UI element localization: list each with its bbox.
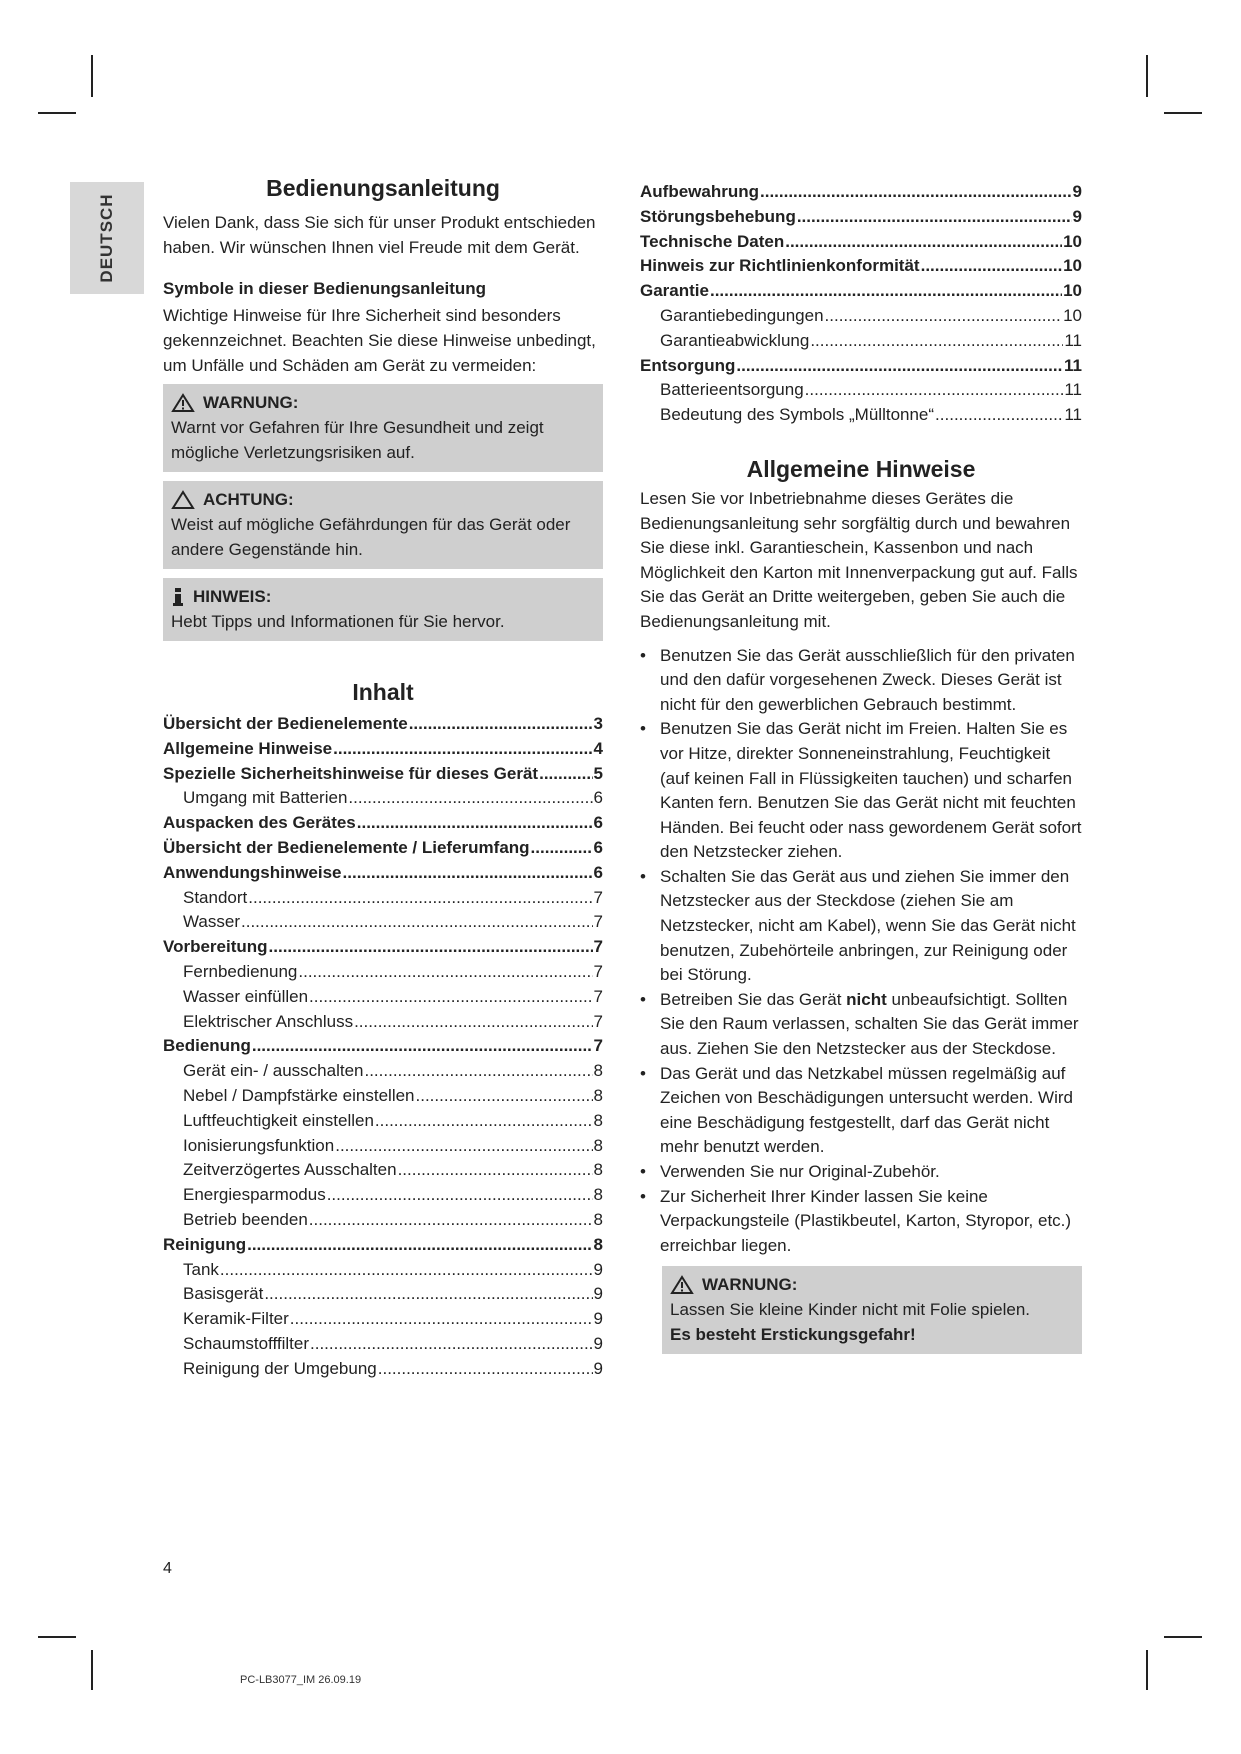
toc-entry[interactable] [640,279,1082,304]
toc-entry-page: 8 [593,1110,603,1130]
crop-mark [91,55,93,97]
intro-text: Vielen Dank, dass Sie sich für unser Produkt entschieden haben. Wir wünschen Ihnen viel Freude mit dem Gerät. [163,213,596,257]
toc-leader-dots [398,1158,593,1183]
toc-entry[interactable] [640,378,1082,403]
toc-entry-page: 7 [593,961,603,981]
warning-text: Lassen Sie kleine Kinder nicht mit Folie spielen. [670,1300,1031,1320]
toc-entry-label: Auspacken des Gerätes [163,813,356,833]
toc-entry-label: Übersicht der Bedienelemente [163,714,408,733]
table-of-contents-continued [640,180,1082,428]
crop-mark [1146,55,1148,97]
info-icon [171,587,185,607]
toc-entry[interactable] [640,230,1082,255]
toc-entry[interactable] [163,737,603,762]
footer-code: PC-LB3077_IM 26.09.19 [240,1674,362,1686]
toc-entry[interactable] [640,403,1082,428]
toc-entry-label: Wasser [183,912,240,932]
toc-entry-label: Elektrischer Anschluss [183,1011,354,1031]
toc-leader-dots [327,1183,593,1208]
toc-entry[interactable] [640,254,1082,279]
toc-entry[interactable] [163,762,603,787]
toc-entry[interactable] [163,836,603,861]
toc-entry[interactable] [163,786,603,811]
toc-entry-page: 9 [593,1358,603,1378]
toc-leader-dots [343,861,593,886]
list-item [640,988,1082,1062]
toc-entry-page: 11 [1064,405,1082,425]
toc-entry-page: 7 [593,912,603,932]
list-item-text: unbeaufsichtigt. Sollten Sie den Raum verlassen, schalten Sie das Gerät immer aus. Ziehen Sie den Netzstecker aus der Steckdose. [660,989,1079,1059]
toc-entry-label: Tank [183,1259,219,1279]
toc-entry-label: Wasser einfüllen [183,986,309,1006]
warning-title: WARNUNG: [702,1275,798,1295]
toc-entry-label: Luftfeuchtigkeit einstellen [183,1110,374,1130]
toc-entry-page: 7 [593,887,603,907]
toc-leader-dots [797,205,1072,230]
toc-entry[interactable] [163,861,603,886]
toc-leader-dots [785,230,1062,255]
warning-text: Warnt vor Gefahren für Ihre Gesundheit und zeigt mögliche Verletzungsrisiken auf. [171,418,544,462]
toc-leader-dots [309,1208,593,1233]
toc-entry-page: 8 [593,1160,603,1180]
toc-leader-dots [335,1134,592,1159]
toc-entry-page: 6 [593,813,603,833]
warning-triangle-icon [171,393,195,413]
list-item: • Das Gerät und das Netzkabel müssen regelmäßig auf Zeichen von Beschädigungen untersucht werden. Wird eine Beschädigung festgestellt, darf das Gerät nicht mehr benutzt werden. [640,1062,1082,1160]
toc-entry-label: Basisgerät [183,1284,264,1304]
toc-entry[interactable] [163,1307,603,1332]
toc-entry[interactable] [163,1183,603,1208]
toc-entry-page: 9 [1072,206,1082,226]
toc-entry[interactable] [163,910,603,935]
caution-box [163,481,603,569]
toc-entry-page: 7 [593,937,603,957]
toc-entry-label: Reinigung der Umgebung [183,1358,377,1378]
toc-leader-dots [333,737,592,762]
language-tab-label: DEUTSCH [97,193,116,283]
toc-leader-dots [220,1258,593,1283]
toc-entry[interactable] [163,712,603,737]
toc-entry-page: 11 [1064,330,1082,350]
toc-leader-dots [810,329,1063,354]
toc-entry-page: 8 [593,1085,603,1105]
toc-entry-page: 6 [593,837,603,857]
toc-entry-page: 3 [593,714,603,733]
note-title: HINWEIS: [193,587,272,606]
toc-entry[interactable] [163,1010,603,1035]
toc-entry-page: 7 [593,1011,603,1031]
warning-box-children [662,1266,1082,1354]
toc-entry-page: 10 [1063,231,1082,251]
toc-entry-page: 9 [1072,182,1082,201]
crop-mark [1146,1650,1148,1690]
toc-leader-dots [710,279,1062,304]
toc-entry[interactable] [640,354,1082,379]
toc-entry-page: 8 [593,1234,603,1254]
toc-entry-label: Garantiebedingungen [660,305,824,325]
toc-leader-dots [935,403,1063,428]
crop-mark [91,1650,93,1690]
toc-entry-label: Fernbedienung [183,961,298,981]
general-notes-title: Allgemeine Hinweise [746,455,976,482]
toc-leader-dots [264,1282,592,1307]
warning-triangle-icon [670,1275,694,1295]
toc-entry[interactable] [163,811,603,836]
crop-mark [38,112,76,114]
toc-entry[interactable] [163,886,603,911]
toc-entry-label: Anwendungshinweise [163,862,342,882]
toc-entry-label: Batterieentsorgung [660,380,804,400]
toc-entry-label: Aufbewahrung [640,182,759,201]
toc-entry[interactable] [163,1109,603,1134]
toc-entry-label: Schaumstofffilter [183,1333,309,1353]
table-of-contents [163,712,603,1382]
toc-entry-page: 6 [593,862,603,882]
toc-entry-label: Bedeutung des Symbols „Mülltonne“ [660,405,935,425]
toc-entry[interactable] [163,1158,603,1183]
toc-entry-label: Allgemeine Hinweise [163,738,333,758]
toc-entry-page: 10 [1063,256,1082,276]
toc-entry[interactable] [163,1258,603,1283]
toc-entry-page: 8 [593,1135,603,1155]
symbols-heading: Symbole in dieser Bedienungsanleitung [163,279,487,298]
toc-entry[interactable] [163,1357,603,1382]
page-number: 4 [163,1560,172,1577]
warning-title: WARNUNG: [203,393,299,412]
toc-leader-dots [378,1357,593,1382]
toc-leader-dots [248,886,592,911]
toc-entry-label: Keramik-Filter [183,1309,289,1329]
toc-entry-label: Bedienung [163,1036,251,1056]
toc-leader-dots [241,910,593,935]
toc-entry[interactable] [163,1282,603,1307]
toc-leader-dots [375,1109,593,1134]
toc-entry-label: Standort [183,887,248,907]
note-box [163,578,603,641]
toc-entry[interactable] [640,329,1082,354]
toc-leader-dots [539,762,592,787]
list-item-text: Betreiben Sie das Gerät [660,989,847,1009]
toc-leader-dots [348,786,592,811]
list-item: • Benutzen Sie das Gerät nicht im Freien. Halten Sie es vor Hitze, direkter Sonneneinstrahlung, Feuchtigkeit (auf keinen Fall in Flüssigkeiten tauchen) und scharfen Kanten fern. Benutzen Sie das Gerät nicht mit feuchten Händen. Bei feucht oder nass gewordenem Gerät sofort den Netzstecker ziehen. [640,717,1082,865]
toc-entry-page: 8 [593,1185,603,1205]
toc-leader-dots [409,712,593,737]
toc-leader-dots [354,1010,592,1035]
toc-entry-label: Zeitverzögertes Ausschalten [183,1160,397,1180]
toc-entry-page: 10 [1063,305,1082,325]
toc-entry-page: 4 [593,738,603,758]
caution-title: ACHTUNG: [203,490,294,509]
toc-leader-dots [531,836,593,861]
toc-entry-label: Garantieabwicklung [660,330,810,350]
toc-entry-page: 7 [593,1036,603,1056]
toc-entry-label: Umgang mit Batterien [183,788,348,808]
toc-entry-page: 9 [593,1309,603,1329]
toc-entry-label: Entsorgung [640,355,736,375]
toc-entry-page: 9 [593,1333,603,1353]
symbols-text: Wichtige Hinweise für Ihre Sicherheit sind besonders gekennzeichnet. Beachten Sie diese Hinweise unbedingt, um Unfälle und Schäden am Gerät zu vermeiden: [163,306,596,375]
toc-leader-dots [736,354,1063,379]
toc-entry-label: Betrieb beenden [183,1209,308,1229]
toc-entry-label: Gerät ein- / ausschalten [183,1061,364,1081]
general-notes-intro: Lesen Sie vor Inbetriebnahme dieses Gerätes die Bedienungsanleitung sehr sorgfältig durch und bewahren Sie diese inkl. Garantieschein, Kassenbon und nach Möglichkeit den Karton mit Innenverpackung gut auf. Falls Sie das Gerät an Dritte weitergeben, geben Sie auch die Bedienungsanleitung mit. [640,488,1078,631]
crop-mark [1164,1636,1202,1638]
toc-title: Inhalt [352,679,414,705]
toc-entry-label: Technische Daten [640,231,785,251]
toc-leader-dots [364,1059,592,1084]
caution-text: Weist auf mögliche Gefährdungen für das Gerät oder andere Gegenstände hin. [171,515,571,559]
toc-entry-page: 5 [593,763,603,783]
toc-entry[interactable] [163,960,603,985]
toc-entry[interactable] [163,1332,603,1357]
toc-entry[interactable] [163,935,603,960]
list-item: • Zur Sicherheit Ihrer Kinder lassen Sie keine Verpackungsteile (Plastikbeutel, Karton, Styropor, etc.) erreichbar liegen. [640,1185,1082,1259]
toc-entry[interactable] [163,1208,603,1233]
toc-leader-dots [252,1034,593,1059]
toc-leader-dots [309,985,592,1010]
toc-entry[interactable] [163,1134,603,1159]
toc-leader-dots [921,254,1062,279]
toc-entry-page: 10 [1063,281,1082,301]
toc-entry-label: Spezielle Sicherheitshinweise für dieses Gerät [163,763,539,783]
toc-entry[interactable] [163,985,603,1010]
list-item-emphasis: nicht [846,989,887,1009]
toc-entry-page: 8 [593,1061,603,1081]
toc-leader-dots [269,935,593,960]
toc-entry-page: 11 [1064,380,1082,400]
toc-entry[interactable] [163,1084,603,1109]
caution-triangle-icon [171,490,195,510]
toc-entry[interactable] [163,1034,603,1059]
toc-entry[interactable] [640,205,1082,230]
toc-entry[interactable] [640,180,1082,205]
toc-entry-label: Übersicht der Bedienelemente / Lieferumfang [163,837,530,857]
warning-box [163,384,603,472]
toc-leader-dots [298,960,592,985]
toc-leader-dots [247,1233,592,1258]
note-text: Hebt Tipps und Informationen für Sie hervor. [171,612,505,631]
toc-leader-dots [416,1084,593,1109]
toc-leader-dots [825,304,1063,329]
crop-mark [38,1636,76,1638]
toc-leader-dots [760,180,1072,205]
toc-leader-dots [290,1307,593,1332]
safety-list [640,644,1082,1259]
toc-entry[interactable] [163,1059,603,1084]
toc-entry-page: 11 [1064,355,1082,375]
toc-entry-page: 9 [593,1259,603,1279]
toc-leader-dots [357,811,593,836]
manual-title: Bedienungsanleitung [266,175,500,201]
toc-entry-label: Energiesparmodus [183,1185,326,1205]
toc-entry-label: Hinweis zur Richtlinienkonformität [640,256,920,276]
toc-entry[interactable] [640,304,1082,329]
toc-entry-page: 6 [593,788,603,808]
toc-entry-label: Reinigung [163,1234,247,1254]
left-column [163,175,603,1382]
toc-entry-page: 7 [593,986,603,1006]
toc-entry-label: Störungsbehebung [640,206,796,226]
crop-mark [1164,112,1202,114]
warning-emphasis: Es besteht Erstickungsgefahr! [670,1325,916,1345]
toc-entry-label: Vorbereitung [163,937,268,957]
right-column [640,180,1082,1363]
toc-entry-label: Nebel / Dampfstärke einstellen [183,1085,415,1105]
list-item: • Benutzen Sie das Gerät ausschließlich für den privaten und den dafür vorgesehenen Zweck. Dieses Gerät ist nicht für den gewerblichen Gebrauch bestimmt. [640,644,1082,718]
list-item: • Verwenden Sie nur Original-Zubehör. [640,1160,1082,1185]
toc-leader-dots [805,378,1064,403]
toc-leader-dots [310,1332,593,1357]
toc-entry-page: 9 [593,1284,603,1304]
list-item: • Schalten Sie das Gerät aus und ziehen Sie immer den Netzstecker aus der Steckdose (ziehen Sie am Netzstecker, nicht am Kabel), wenn Sie das Gerät nicht benutzen, Zubehörteile anbringen, zur Reinigung oder bei Störung. [640,865,1082,988]
toc-entry-label: Garantie [640,281,709,301]
language-tab [70,182,144,294]
toc-entry[interactable] [163,1233,603,1258]
toc-entry-page: 8 [593,1209,603,1229]
toc-entry-label: Ionisierungsfunktion [183,1135,335,1155]
